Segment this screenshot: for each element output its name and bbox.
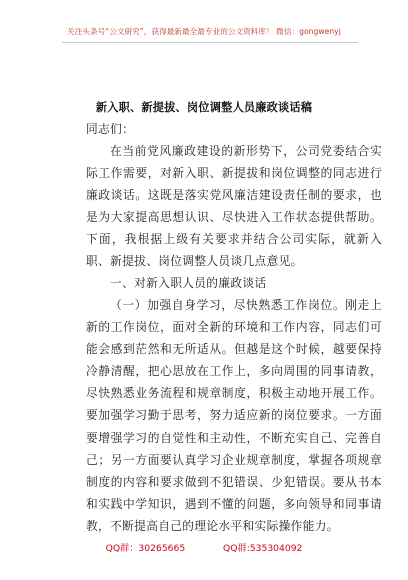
footer-contacts	[0, 540, 408, 554]
footer-qq-group-2: QQ群:535304092	[223, 543, 303, 554]
promo-banner: 关注头条号“公文研究”，获得最新最全最专业的公文资料库！ 微信：gongwenyj	[67, 27, 341, 36]
section-heading: 一、对新入职人员的廉政谈话	[110, 276, 267, 290]
document-title: 新入职、新提拔、岗位调整人员廉政谈话稿	[95, 101, 313, 114]
paragraph-intro: 在当前党风廉政建设的新形势下，公司党委结合实际工作需要，对新入职、新提拔和岗位调整的同志进行廉政谈话。这既是落实党风廉洁建设责任制的要求，也是为大家提高思想认识、尽快进入工作状态提供帮助。下面，我根据上级有关要求并结合公司实际，就新入职、新提拔、岗位调整人员谈几点意见。	[86, 144, 382, 269]
header-divider	[62, 42, 358, 43]
footer-qq-group-1: QQ群：30265665	[105, 543, 186, 554]
greeting: 同志们：	[86, 122, 135, 136]
paragraph-study: （一）加强自身学习，尽快熟悉工作岗位。刚走上新的工作岗位，面对全新的环境和工作内容，同志们可能会感到茫然和无所适从。但越是这个时候，越要保持冷静清醒，把心思放在工作上，多向周围的同事请教，尽快熟悉业务流程和规章制度，积极主动地开展工作。要加强学习勤于思考，努力适应新的岗位要求。一方面要增强学习的自觉性和主动性，不断充实自己、完善自己；另一方面要认真学习企业规章制度，掌握各项规章制度的内容和要求做到不犯错误、少犯错误。要从书本和实践中学知识，遇到不懂的问题，多向领导和同事请教，不断提高自己的理论水平和实际操作能力。	[86, 298, 382, 533]
